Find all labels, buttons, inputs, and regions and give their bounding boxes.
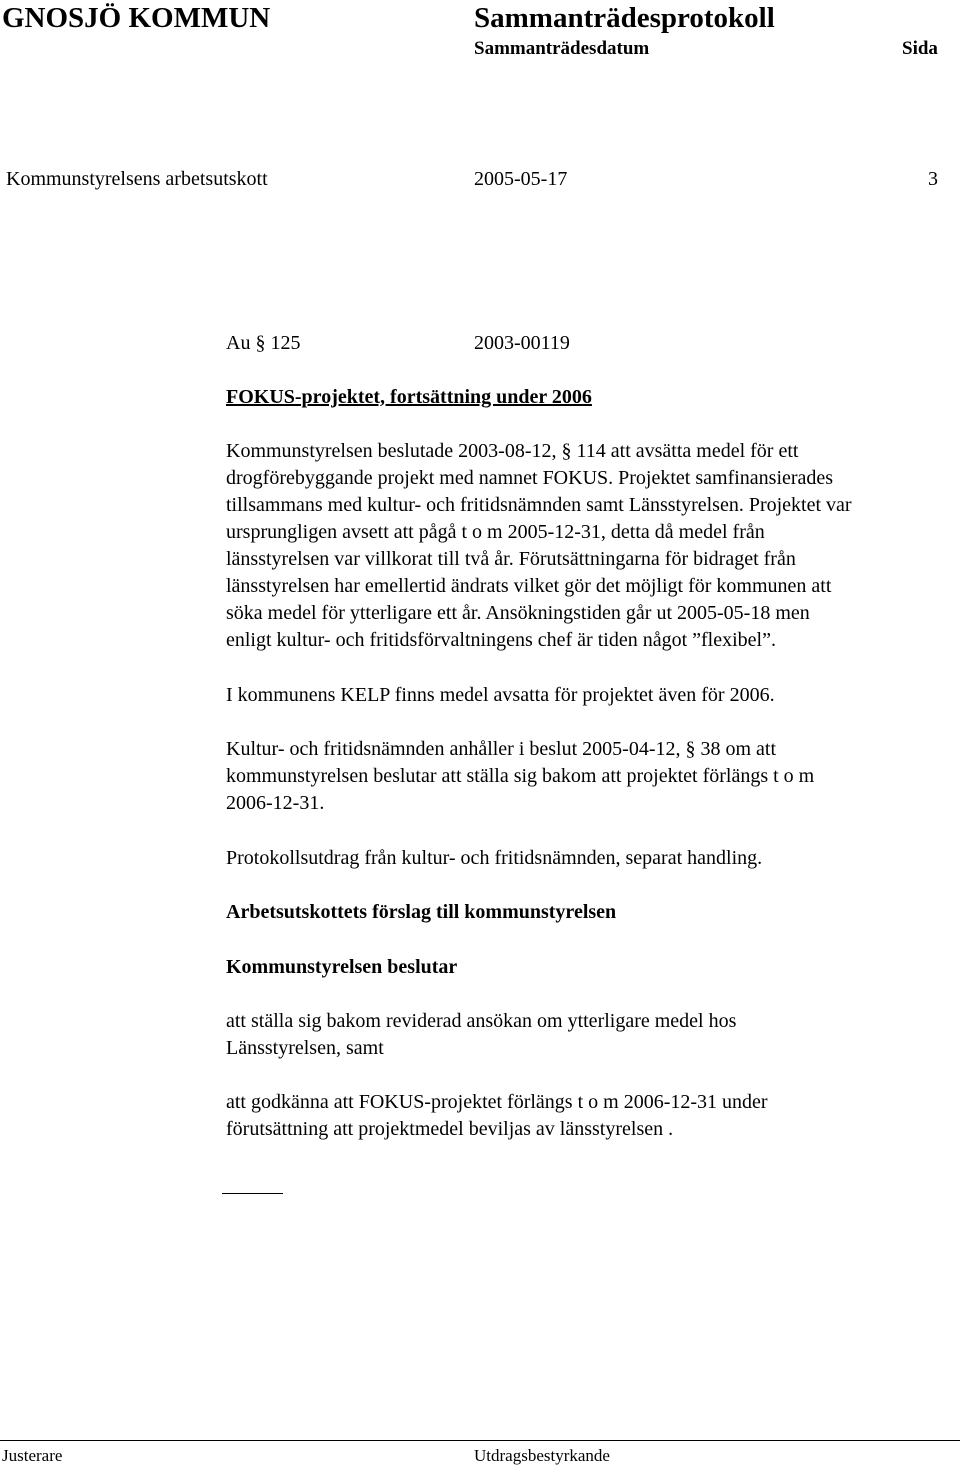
municipality-name: GNOSJÖ KOMMUN xyxy=(2,2,271,34)
proposal-heading: Arbetsutskottets förslag till kommunstyrelsen xyxy=(226,901,617,923)
case-registration-number: 2003-00119 xyxy=(474,332,570,354)
committee-name: Kommunstyrelsens arbetsutskott xyxy=(6,168,268,190)
end-rule xyxy=(222,1193,283,1194)
case-number: Au § 125 xyxy=(226,332,301,354)
case-title: FOKUS-projektet, fortsättning under 2006 xyxy=(226,386,592,408)
page-number: 3 xyxy=(928,168,938,190)
attachment-paragraph: Protokollsutdrag från kultur- och fritidsnämnden, separat handling. xyxy=(226,847,763,869)
footer-divider xyxy=(0,1440,960,1441)
page-label: Sida xyxy=(902,38,938,59)
decision-item: att ställa sig bakom reviderad ansökan om ytterligare medel hos Länsstyrelsen, samt xyxy=(226,1010,737,1059)
budget-paragraph: I kommunens KELP finns medel avsatta för projektet även för 2006. xyxy=(226,684,775,706)
decision-heading: Kommunstyrelsen beslutar xyxy=(226,956,458,978)
footer-signatory-label: Justerare xyxy=(2,1446,63,1465)
meeting-date: 2005-05-17 xyxy=(474,168,568,190)
background-paragraph: Kommunstyrelsen beslutade 2003-08-12, § 114 att avsätta medel för ett drogförebyggande projekt med namnet FOKUS. Projektet samfinansierades tillsammans med kultur- och fritidsnämnden samt Länsstyrelsen. Projektet var ursprungligen avsett att pågå t o m 2005-12-31, detta då medel från länsstyrelsen var villkorat till två år. Förutsättningarna för bidraget från länsstyrelsen har emellertid ändrats vilket gör det möjligt för kommunen att söka medel för ytterligare ett år. Ansökningstiden går ut 2005-05-18 men enligt kultur- och fritidsförvaltningens chef är tiden något ”flexibel”. xyxy=(226,440,852,651)
document-title: Sammanträdesprotokoll xyxy=(474,2,775,34)
footer-certification-label: Utdragsbestyrkande xyxy=(474,1446,610,1465)
meeting-date-label: Sammanträdesdatum xyxy=(474,38,650,59)
decision-item: att godkänna att FOKUS-projektet förlängs t o m 2006-12-31 under förutsättning att projektmedel beviljas av länsstyrelsen . xyxy=(226,1091,768,1140)
committee-request-paragraph: Kultur- och fritidsnämnden anhåller i beslut 2005-04-12, § 38 om att kommunstyrelsen beslutar att ställa sig bakom att projektet förlängs t o m 2006-12-31. xyxy=(226,738,815,814)
